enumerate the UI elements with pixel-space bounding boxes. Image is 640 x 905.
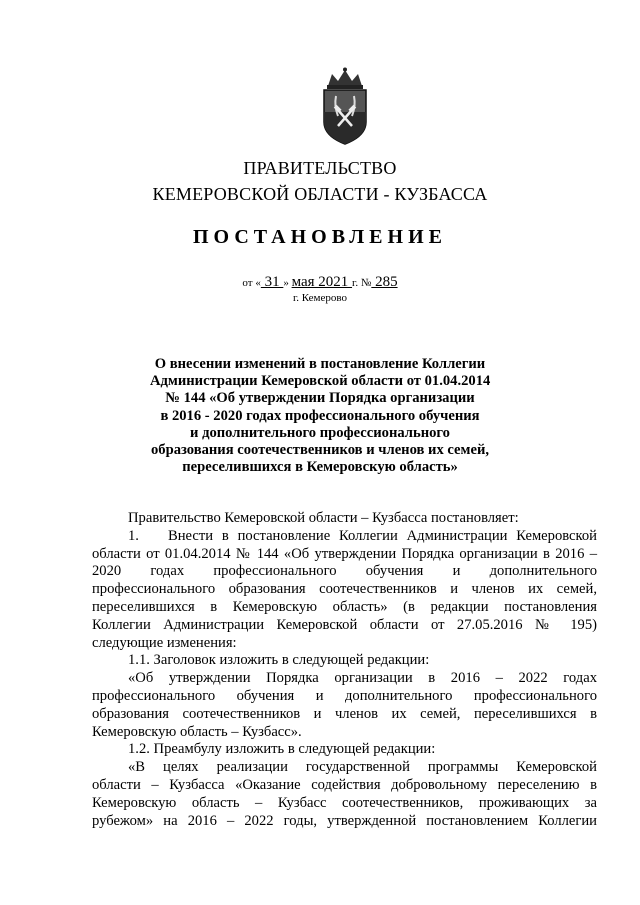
document-body: [92, 510, 597, 830]
body-line: образования соотечественников и членов их семей, переселившихся в: [92, 705, 597, 722]
body-line: переселившихся в Кемеровскую область» (в редакции постановления: [92, 598, 597, 615]
date-suffix: г. №: [352, 277, 372, 289]
subject-line: О внесении изменений в постановление Коллегии: [154, 356, 486, 372]
government-title-line1: ПРАВИТЕЛЬСТВО: [243, 158, 397, 178]
subject-line: и дополнительного профессионального: [190, 424, 450, 441]
body-line: области – Кузбасса «Оказание содействия добровольному переселению в: [92, 776, 597, 793]
date-prefix: от «: [242, 277, 261, 289]
body-line: профессионального образования соотечественников и членов их семей,: [92, 581, 597, 598]
government-title-line2: КЕМЕРОВСКОЙ ОБЛАСТИ - КУЗБАССА: [152, 184, 488, 204]
body-line: области от 01.04.2014 № 144 «Об утверждении Порядка организации в 2016 –: [92, 545, 597, 562]
intro-paragraph: Правительство Кемеровской области – Кузбасса постановляет:: [128, 510, 519, 526]
document-type-heading: ПОСТАНОВЛЕНИЕ: [193, 226, 447, 248]
subject-line: переселившихся в Кемеровскую область»: [182, 459, 458, 476]
date-number-line: [0, 274, 640, 291]
body-line: Кемеровскую область – Кузбасс».: [92, 723, 302, 740]
body-line: Кемеровскую область – Кузбасс соотечественников, проживающих за: [92, 794, 597, 811]
body-line: Коллегии Администрации Кемеровской области от 27.05.2016 № 195): [92, 616, 597, 633]
city-label: г. Кемерово: [292, 292, 348, 304]
body-line: следующие изменения:: [92, 634, 237, 651]
body-line: рубежом» на 2016 – 2022 годы, утвержденной постановлением Коллегии: [92, 812, 597, 829]
item-1-number: 1.: [128, 527, 139, 544]
date-mid: »: [283, 277, 292, 289]
body-line: профессионального обучения и дополнительного профессионального: [92, 687, 597, 704]
document-subject: [150, 356, 490, 476]
body-line: «Об утверждении Порядка организации в 2016 – 2022 годах: [128, 670, 597, 687]
subject-line: образования соотечественников и членов их семей,: [151, 442, 489, 459]
subject-line: Администрации Кемеровской области от 01.04.2014: [150, 373, 491, 390]
subject-line: в 2016 - 2020 годах профессионального обучения: [160, 407, 480, 424]
date-month-year: мая 2021: [291, 274, 353, 290]
item-1-text: Внести в постановление Коллегии Администрации Кемеровской: [168, 527, 597, 544]
subject-line: № 144 «Об утверждении Порядка организации: [165, 390, 475, 407]
body-line: «В целях реализации государственной программы Кемеровской: [128, 759, 597, 776]
item-1-2-heading: 1.2. Преамбулу изложить в следующей редакции:: [128, 741, 436, 758]
date-day: 31: [260, 274, 284, 290]
document-number: 285: [371, 274, 398, 290]
coat-of-arms-emblem: [318, 66, 372, 146]
item-1-1-heading: 1.1. Заголовок изложить в следующей редакции:: [128, 652, 430, 669]
body-line: 2020 годах профессионального обучения и дополнительного: [92, 563, 597, 580]
item-1-first-line: [92, 528, 597, 546]
